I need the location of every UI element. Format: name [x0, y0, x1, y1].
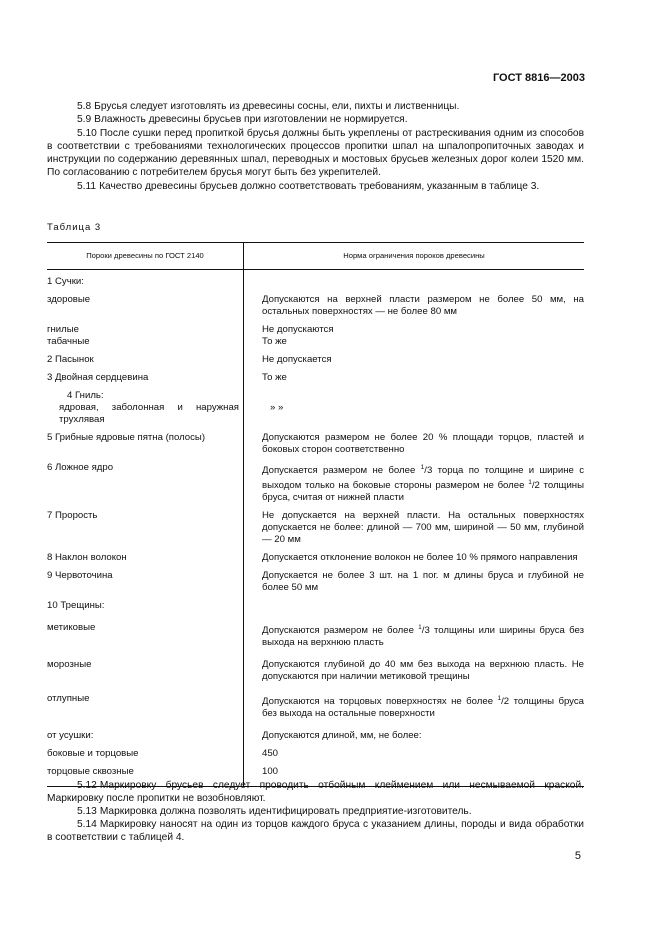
- table-row: 8 Наклон волокон Допускается отклонение волокон не более 10 % прямого направления: [47, 552, 578, 563]
- table-row: отлупные Допускаются на торцовых поверхностях не более $^1$/2 толщины бруса без выхода на остальные поверхности: [47, 693, 584, 719]
- paragraph-5-14: 5.14 Маркировку наносят на один из торцов каждого бруса с указанием длины, породы и вида обработки в соответствии с таблицей 4.: [47, 819, 584, 843]
- table-row: 1 Сучки:: [47, 276, 584, 288]
- defects-table: [47, 242, 584, 787]
- column-header-defects: Пороки древесины по ГОСТ 2140: [47, 243, 244, 270]
- table-row: 4 Гниль: ядровая, заболонная и наружная трухлявая » »: [47, 390, 584, 426]
- paragraph-5-11: 5.11 Качество древесины брусьев должно соответствовать требованиям, указанным в таблице 3.: [77, 181, 540, 192]
- table-row: 2 Пасынок Не допускается: [47, 354, 332, 365]
- table-row: 6 Ложное ядро Допускается размером не более $^1$/3 торца по толщине и ширине с выходом только на боковые стороны размером не более $^1$/2 толщины бруса, считая от нижней пласти: [47, 462, 584, 503]
- paragraph-5-8: 5.8 Брусья следует изготовлять из древесины сосны, ели, пихты и лиственницы.: [77, 101, 460, 112]
- table-caption: Таблица 3: [47, 222, 102, 233]
- table-row: 7 Прорость Не допускается на верхней пласти. На остальных поверхностях допускается не более: длиной — 700 мм, шириной — 50 мм, глубиной — 20 мм: [47, 510, 584, 545]
- paragraph-5-13: 5.13 Маркировка должна позволять идентифицировать предприятие-изготовитель.: [77, 806, 472, 817]
- table-row: 5 Грибные ядровые пятна (полосы) Допускаются размером не более 20 % площади торцов, пластей и боковых сторон соответственно: [47, 432, 584, 455]
- table-row: гнилые табачные Не допускаются То же: [47, 324, 334, 347]
- table-row: от усушки: Допускаются длиной, мм, не более:: [47, 730, 422, 741]
- table-row: боковые и торцовые 450: [47, 748, 279, 759]
- table-row: морозные Допускаются глубиной до 40 мм без выхода на верхнюю пласть. Не допускаются при наличии метиковой трещины: [47, 659, 584, 682]
- table-row: 9 Червоточина Допускается не более 3 шт. на 1 пог. м длины бруса и глубиной не более 50 мм: [47, 570, 584, 593]
- column-header-norm: Норма ограничения пороков древесины: [244, 243, 585, 270]
- paragraph-5-10: 5.10 После сушки перед пропиткой брусья должны быть укреплены от растрескивания одним из способов в соответствии с требованиями технологических процессов пропитки шпал на шпалопропиточных заводах и инструкции по содержанию деревянных шпал, переводных и мостовых брусьев железных дорог колеи 1520 мм. По согласованию с потребителем брусья могут быть без укрепителей.: [47, 128, 584, 178]
- table-row: здоровые Допускаются на верхней пласти размером не более 50 мм, на остальных поверхностях — не более 80 мм: [47, 294, 584, 317]
- table-row: метиковые Допускаются размером не более $^1$/3 толщины или ширины бруса без выхода на верхнюю пласть: [47, 622, 584, 648]
- page-number: 5: [574, 850, 581, 862]
- table-row: 3 Двойная сердцевина То же: [47, 372, 287, 383]
- paragraph-5-9: 5.9 Влажность древесины брусьев при изготовлении не нормируется.: [77, 114, 408, 125]
- document-code: ГОСТ 8816—2003: [492, 72, 585, 84]
- table-row: 10 Трещины:: [47, 600, 584, 612]
- paragraph-5-12: 5.12 Маркировку брусьев следует проводить отбойным клеймением или несмываемой краской. Маркировку после пропитки не возобновляют.: [47, 780, 584, 804]
- table-row: торцовые сквозные 100: [47, 766, 279, 777]
